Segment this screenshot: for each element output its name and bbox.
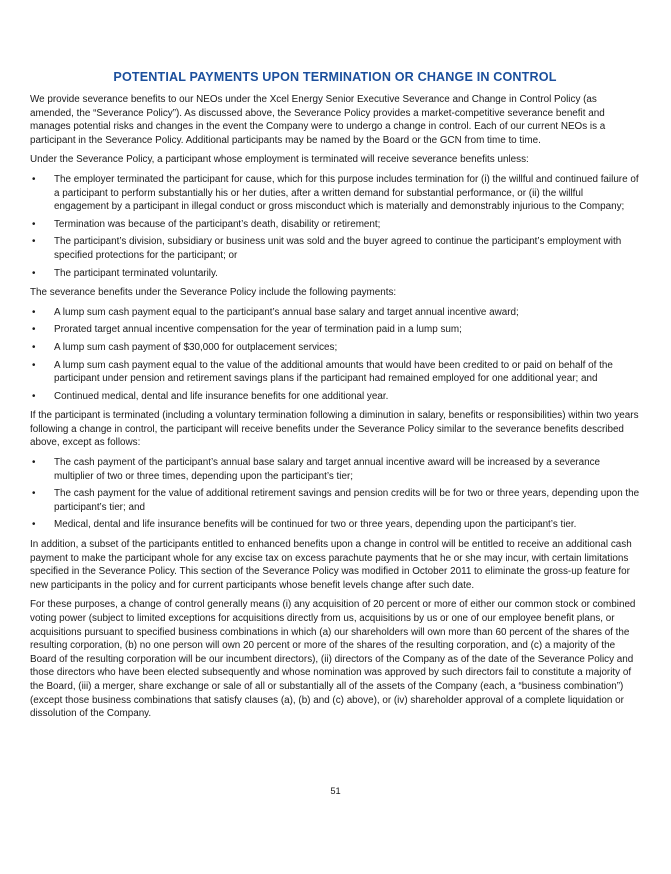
list-item-text: Continued medical, dental and life insurance benefits for one additional year. bbox=[54, 390, 389, 402]
page-title: POTENTIAL PAYMENTS UPON TERMINATION OR CHANGE IN CONTROL bbox=[113, 70, 557, 84]
list-item-text: The cash payment for the value of additional retirement savings and pension credits will be for two or three years, depending upon the participant’s tier; and bbox=[54, 488, 640, 513]
list-item bbox=[30, 359, 640, 386]
bullet-icon: • bbox=[32, 324, 36, 336]
bullet-icon: • bbox=[32, 457, 36, 469]
bullet-icon: • bbox=[32, 173, 36, 185]
bullet-icon: • bbox=[32, 341, 36, 353]
list-item bbox=[30, 390, 640, 404]
list-item-text: The cash payment of the participant’s annual base salary and target annual incentive award will be increased by a severance multiplier of two or three times, depending upon the participant’s tier; bbox=[54, 457, 601, 482]
bullet-icon: • bbox=[32, 218, 36, 230]
document-body bbox=[30, 93, 640, 721]
paragraph: We provide severance benefits to our NEOs under the Xcel Energy Senior Executive Severance and Change in Control Policy (as amended, the “Severance Policy”). As discussed above, the Severance Policy provides a market-competitive severance benefit and manages potential risks and changes in the event the Company were to undergo a change in control. Each of our current NEOs is a participant in the Severance Policy. Additional participants may be named by the Board or the GCN from time to time. bbox=[30, 94, 606, 146]
list-item bbox=[30, 341, 640, 355]
list-item bbox=[30, 487, 640, 514]
list-item-text: A lump sum cash payment equal to the value of the additional amounts that would have been credited to or paid on behalf of the participant under pension and retirement savings plans if the participant had remained employed for one additional year; and bbox=[54, 359, 613, 385]
bullet-list bbox=[30, 456, 640, 532]
paragraph: The severance benefits under the Severance Policy include the following payments: bbox=[30, 287, 397, 299]
bullet-icon: • bbox=[32, 390, 36, 402]
list-item-text: The participant’s division, subsidiary or business unit was sold and the buyer agreed to continue the participant’s employment with specified protections for the participant; or bbox=[54, 236, 622, 261]
list-item bbox=[30, 456, 640, 483]
bullet-icon: • bbox=[32, 267, 36, 279]
bullet-icon: • bbox=[32, 306, 36, 318]
bullet-icon: • bbox=[32, 236, 36, 248]
list-item-text: Prorated target annual incentive compensation for the year of termination paid in a lump sum; bbox=[54, 324, 462, 336]
page-content bbox=[30, 70, 640, 727]
list-item bbox=[30, 267, 640, 281]
list-item-text: The participant terminated voluntarily. bbox=[54, 267, 218, 279]
list-item bbox=[30, 235, 640, 262]
list-item bbox=[30, 518, 640, 532]
bullet-icon: • bbox=[32, 359, 36, 371]
paragraph: In addition, a subset of the participants entitled to enhanced benefits upon a change in control will be entitled to receive an additional cash payment to make the participant whole for any excise tax on excess parachute payments that he or she may incur, with certain limitations specified in the Severance Policy. This section of the Severance Policy was modified in October 2011 to eliminate the gross-up feature for new participants in the policy and for current participants whose benefit levels change after such date. bbox=[30, 539, 632, 591]
list-item-text: Termination was because of the participant’s death, disability or retirement; bbox=[54, 218, 381, 230]
bullet-icon: • bbox=[32, 519, 36, 531]
paragraph: For these purposes, a change of control generally means (i) any acquisition of 20 percent or more of either our common stock or combined voting power (subject to limited exceptions for acquisitions directly from us, acquisitions by us or one of our employee benefit plans, or acquisitions pursuant to specified business combinations in which (a) our shareholders will own more than 60 percent of the shares of the resulting corporation, (b) no one person will own 20 percent or more of the shares of the resulting corporation, and (c) a majority of the Board of the resulting corporation will be our incumbent directors), (ii) directors of the Company as of the date of the Severance Policy and those directors who have been elected subsequently and whose nomination was approved by such directors fail to constitute a majority of the Board, (iii) a merger, share exchange or sale of all or substantially all of the assets of the Company (each, a “business combination”) (except those business combinations that satisfy clauses (a), (b) and (c) above), or (iv) shareholder approval of a complete liquidation or dissolution of the Company. bbox=[30, 599, 636, 720]
page-number: 51 bbox=[330, 786, 341, 796]
paragraph: Under the Severance Policy, a participant whose employment is terminated will receive severance benefits unless: bbox=[30, 154, 529, 166]
list-item-text: Medical, dental and life insurance benefits will be continued for two or three years, depending upon the participant’s tier. bbox=[54, 519, 577, 531]
list-item-text: A lump sum cash payment of $30,000 for outplacement services; bbox=[54, 341, 338, 353]
list-item-text: The employer terminated the participant for cause, which for this purpose includes termination for (i) the willful and continued failure of a participant to perform substantially his or her duties, after a written demand for substantial performance, or (ii) the willful engagement by a participant in illegal conduct or gross misconduct which is materially and demonstrably injurious to the Company; bbox=[54, 173, 639, 213]
list-item bbox=[30, 218, 640, 232]
list-item bbox=[30, 173, 640, 214]
paragraph: If the participant is terminated (including a voluntary termination following a diminution in salary, benefits or responsibilities) within two years following a change in control, the participant will receive benefits under the Severance Policy similar to the severance benefits described above, except as follows: bbox=[30, 410, 639, 449]
list-item bbox=[30, 306, 640, 320]
list-item-text: A lump sum cash payment equal to the participant’s annual base salary and target annual incentive award; bbox=[54, 306, 519, 318]
bullet-icon: • bbox=[32, 488, 36, 500]
bullet-list bbox=[30, 173, 640, 280]
list-item bbox=[30, 323, 640, 337]
bullet-list bbox=[30, 306, 640, 404]
